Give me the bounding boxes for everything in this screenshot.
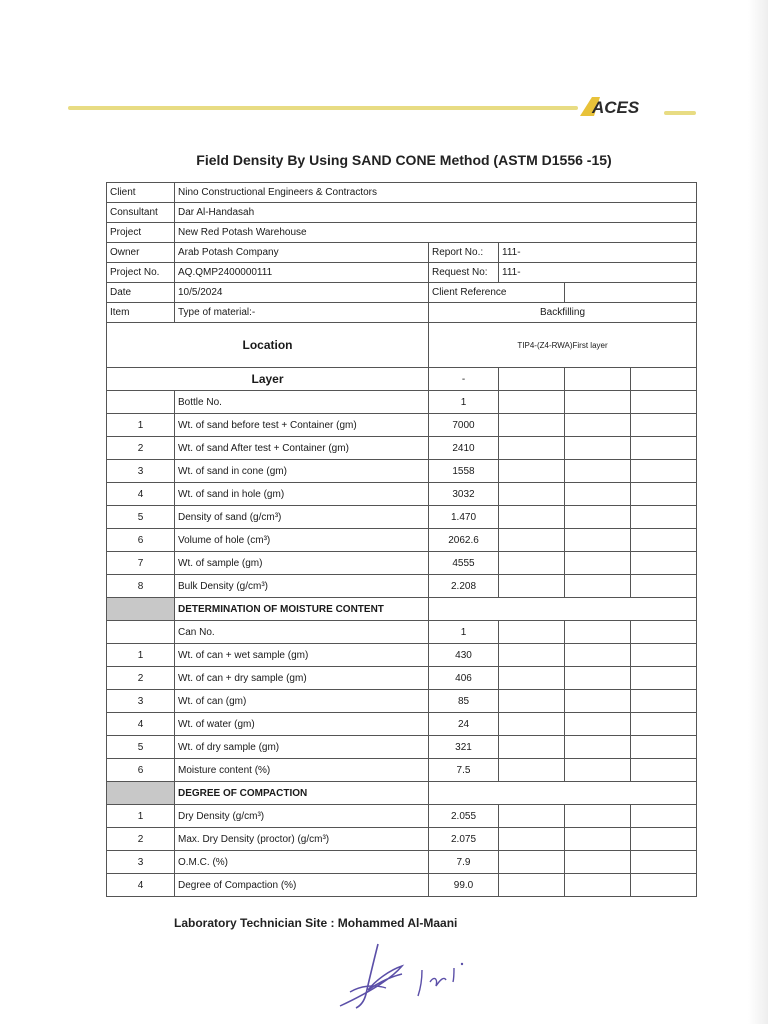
row-value: 1558 bbox=[429, 460, 499, 483]
moisture-row bbox=[107, 759, 697, 782]
row-number: 2 bbox=[107, 437, 175, 460]
row-blank bbox=[565, 437, 631, 460]
density-rows bbox=[107, 414, 697, 598]
can-value: 1 bbox=[429, 621, 499, 644]
row-value: 1.470 bbox=[429, 506, 499, 529]
row-label: Volume of hole (cm³) bbox=[175, 529, 429, 552]
report-title: Field Density By Using SAND CONE Method (ASTM D1556 -15) bbox=[196, 152, 612, 168]
row-label: Wt. of sand After test + Container (gm) bbox=[175, 437, 429, 460]
row-blank bbox=[631, 483, 697, 506]
row-blank bbox=[499, 828, 565, 851]
row-label: Density of sand (g/cm³) bbox=[175, 506, 429, 529]
row-blank bbox=[631, 851, 697, 874]
row-value: 7000 bbox=[429, 414, 499, 437]
compaction-row bbox=[107, 851, 697, 874]
row-blank bbox=[499, 460, 565, 483]
row-number: 4 bbox=[107, 483, 175, 506]
row-value: 7.5 bbox=[429, 759, 499, 782]
row-label: O.M.C. (%) bbox=[175, 851, 429, 874]
request-no-value: 111- bbox=[499, 263, 697, 283]
row-number: 1 bbox=[107, 805, 175, 828]
row-blank bbox=[499, 437, 565, 460]
can-blank-2 bbox=[565, 621, 631, 644]
layer-blank-2 bbox=[565, 368, 631, 391]
row-blank bbox=[499, 851, 565, 874]
row-value: 321 bbox=[429, 736, 499, 759]
row-blank bbox=[565, 828, 631, 851]
layer-blank-3 bbox=[631, 368, 697, 391]
row-blank bbox=[631, 460, 697, 483]
consultant-label: Consultant bbox=[107, 203, 175, 223]
owner-value: Arab Potash Company bbox=[175, 243, 429, 263]
compaction-rows bbox=[107, 805, 697, 897]
row-blank bbox=[565, 805, 631, 828]
row-blank bbox=[499, 506, 565, 529]
row-number: 8 bbox=[107, 575, 175, 598]
can-no-cell bbox=[107, 621, 175, 644]
compaction-heading: DEGREE OF COMPACTION bbox=[175, 782, 429, 805]
row-label: Wt. of sand in cone (gm) bbox=[175, 460, 429, 483]
info-row-project bbox=[107, 223, 697, 243]
location-row bbox=[107, 323, 697, 368]
row-blank bbox=[565, 667, 631, 690]
row-blank bbox=[499, 713, 565, 736]
row-number: 3 bbox=[107, 460, 175, 483]
info-row-date bbox=[107, 283, 697, 303]
bottle-value: 1 bbox=[429, 391, 499, 414]
row-blank bbox=[631, 506, 697, 529]
row-blank bbox=[631, 759, 697, 782]
project-label: Project bbox=[107, 223, 175, 243]
can-blank-1 bbox=[499, 621, 565, 644]
row-blank bbox=[631, 690, 697, 713]
density-row bbox=[107, 552, 697, 575]
row-blank bbox=[499, 529, 565, 552]
compaction-row bbox=[107, 805, 697, 828]
row-value: 2062.6 bbox=[429, 529, 499, 552]
bottle-row bbox=[107, 391, 697, 414]
logo-text: ACES bbox=[592, 98, 640, 117]
row-value: 430 bbox=[429, 644, 499, 667]
moisture-heading-shade bbox=[107, 598, 175, 621]
row-number: 5 bbox=[107, 736, 175, 759]
row-label: Wt. of can + wet sample (gm) bbox=[175, 644, 429, 667]
row-number: 3 bbox=[107, 851, 175, 874]
info-row-owner bbox=[107, 243, 697, 263]
row-value: 2410 bbox=[429, 437, 499, 460]
row-blank bbox=[565, 736, 631, 759]
row-value: 4555 bbox=[429, 552, 499, 575]
project-no-value: AQ.QMP2400000111 bbox=[175, 263, 429, 283]
moisture-heading-row bbox=[107, 598, 697, 621]
row-label: Degree of Compaction (%) bbox=[175, 874, 429, 897]
client-label: Client bbox=[107, 183, 175, 203]
row-blank bbox=[631, 805, 697, 828]
row-number: 6 bbox=[107, 759, 175, 782]
row-value: 99.0 bbox=[429, 874, 499, 897]
row-number: 2 bbox=[107, 828, 175, 851]
row-blank bbox=[499, 575, 565, 598]
location-label: Location bbox=[107, 323, 429, 368]
row-number: 6 bbox=[107, 529, 175, 552]
density-row bbox=[107, 460, 697, 483]
item-value: Type of material:- bbox=[175, 303, 429, 323]
row-number: 1 bbox=[107, 644, 175, 667]
field-density-table bbox=[106, 182, 697, 897]
bottle-label: Bottle No. bbox=[175, 391, 429, 414]
row-value: 85 bbox=[429, 690, 499, 713]
row-blank bbox=[565, 460, 631, 483]
moisture-heading-blank bbox=[429, 598, 697, 621]
compaction-row bbox=[107, 828, 697, 851]
row-blank bbox=[565, 414, 631, 437]
moisture-row bbox=[107, 736, 697, 759]
row-blank bbox=[499, 805, 565, 828]
project-no-label: Project No. bbox=[107, 263, 175, 283]
row-blank bbox=[631, 736, 697, 759]
row-number: 3 bbox=[107, 690, 175, 713]
report-no-label: Report No.: bbox=[429, 243, 499, 263]
moisture-row bbox=[107, 644, 697, 667]
row-blank bbox=[631, 552, 697, 575]
report-no-value: 111- bbox=[499, 243, 697, 263]
row-blank bbox=[499, 667, 565, 690]
bottle-no-cell bbox=[107, 391, 175, 414]
client-reference-value bbox=[565, 283, 697, 303]
row-blank bbox=[565, 690, 631, 713]
row-blank bbox=[565, 575, 631, 598]
row-blank bbox=[631, 644, 697, 667]
handwritten-signature bbox=[330, 940, 510, 1016]
can-blank-3 bbox=[631, 621, 697, 644]
row-value: 24 bbox=[429, 713, 499, 736]
moisture-row bbox=[107, 667, 697, 690]
row-blank bbox=[565, 851, 631, 874]
row-blank bbox=[499, 552, 565, 575]
aces-logo bbox=[578, 94, 666, 118]
row-blank bbox=[631, 529, 697, 552]
technician-line: Laboratory Technician Site : Mohammed Al-Maani bbox=[174, 916, 458, 930]
header-rule-left bbox=[68, 106, 578, 110]
row-label: Max. Dry Density (proctor) (g/cm³) bbox=[175, 828, 429, 851]
row-label: Wt. of sand before test + Container (gm) bbox=[175, 414, 429, 437]
row-blank bbox=[499, 874, 565, 897]
client-reference-label: Client Reference bbox=[429, 283, 565, 303]
layer-value: - bbox=[429, 368, 499, 391]
info-row-item bbox=[107, 303, 697, 323]
row-blank bbox=[565, 874, 631, 897]
row-label: Wt. of water (gm) bbox=[175, 713, 429, 736]
row-blank bbox=[565, 552, 631, 575]
row-label: Wt. of sample (gm) bbox=[175, 552, 429, 575]
item-label: Item bbox=[107, 303, 175, 323]
density-row bbox=[107, 437, 697, 460]
bottle-blank-2 bbox=[565, 391, 631, 414]
row-blank bbox=[499, 736, 565, 759]
moisture-row bbox=[107, 690, 697, 713]
consultant-value: Dar Al-Handasah bbox=[175, 203, 697, 223]
row-blank bbox=[565, 644, 631, 667]
compaction-row bbox=[107, 874, 697, 897]
row-value: 3032 bbox=[429, 483, 499, 506]
row-number: 7 bbox=[107, 552, 175, 575]
date-value: 10/5/2024 bbox=[175, 283, 429, 303]
row-number: 4 bbox=[107, 713, 175, 736]
moisture-rows bbox=[107, 644, 697, 782]
row-number: 1 bbox=[107, 414, 175, 437]
row-value: 2.208 bbox=[429, 575, 499, 598]
row-blank bbox=[631, 437, 697, 460]
row-number: 5 bbox=[107, 506, 175, 529]
row-label: Wt. of sand in hole (gm) bbox=[175, 483, 429, 506]
layer-row bbox=[107, 368, 697, 391]
compaction-heading-row bbox=[107, 782, 697, 805]
moisture-row bbox=[107, 713, 697, 736]
row-label: Wt. of dry sample (gm) bbox=[175, 736, 429, 759]
row-value: 2.075 bbox=[429, 828, 499, 851]
row-number: 2 bbox=[107, 667, 175, 690]
row-label: Wt. of can + dry sample (gm) bbox=[175, 667, 429, 690]
density-row bbox=[107, 483, 697, 506]
row-blank bbox=[631, 414, 697, 437]
row-blank bbox=[499, 414, 565, 437]
material-value: Backfilling bbox=[429, 303, 697, 323]
info-row-client bbox=[107, 183, 697, 203]
layer-blank-1 bbox=[499, 368, 565, 391]
compaction-heading-shade bbox=[107, 782, 175, 805]
row-blank bbox=[499, 644, 565, 667]
project-value: New Red Potash Warehouse bbox=[175, 223, 697, 243]
owner-label: Owner bbox=[107, 243, 175, 263]
can-label: Can No. bbox=[175, 621, 429, 644]
density-row bbox=[107, 529, 697, 552]
header-rule-right bbox=[664, 111, 696, 115]
row-blank bbox=[565, 529, 631, 552]
layer-label: Layer bbox=[107, 368, 429, 391]
row-value: 2.055 bbox=[429, 805, 499, 828]
request-no-label: Request No: bbox=[429, 263, 499, 283]
location-value: TIP4-(Z4-RWA)First layer bbox=[429, 323, 697, 368]
row-blank bbox=[499, 759, 565, 782]
row-blank bbox=[631, 713, 697, 736]
row-number: 4 bbox=[107, 874, 175, 897]
row-blank bbox=[499, 690, 565, 713]
row-value: 406 bbox=[429, 667, 499, 690]
density-row bbox=[107, 575, 697, 598]
row-label: Wt. of can (gm) bbox=[175, 690, 429, 713]
moisture-heading: DETERMINATION OF MOISTURE CONTENT bbox=[175, 598, 429, 621]
row-blank bbox=[565, 506, 631, 529]
row-blank bbox=[631, 667, 697, 690]
can-row bbox=[107, 621, 697, 644]
row-blank bbox=[631, 828, 697, 851]
bottle-blank-3 bbox=[631, 391, 697, 414]
row-label: Dry Density (g/cm³) bbox=[175, 805, 429, 828]
density-row bbox=[107, 506, 697, 529]
row-blank bbox=[565, 759, 631, 782]
row-blank bbox=[565, 483, 631, 506]
bottle-blank-1 bbox=[499, 391, 565, 414]
row-label: Bulk Density (g/cm³) bbox=[175, 575, 429, 598]
row-value: 7.9 bbox=[429, 851, 499, 874]
row-blank bbox=[499, 483, 565, 506]
compaction-heading-blank bbox=[429, 782, 697, 805]
row-blank bbox=[565, 713, 631, 736]
density-row bbox=[107, 414, 697, 437]
row-blank bbox=[631, 575, 697, 598]
client-value: Nino Constructional Engineers & Contractors bbox=[175, 183, 697, 203]
info-row-project-no bbox=[107, 263, 697, 283]
info-row-consultant bbox=[107, 203, 697, 223]
row-label: Moisture content (%) bbox=[175, 759, 429, 782]
date-label: Date bbox=[107, 283, 175, 303]
row-blank bbox=[631, 874, 697, 897]
